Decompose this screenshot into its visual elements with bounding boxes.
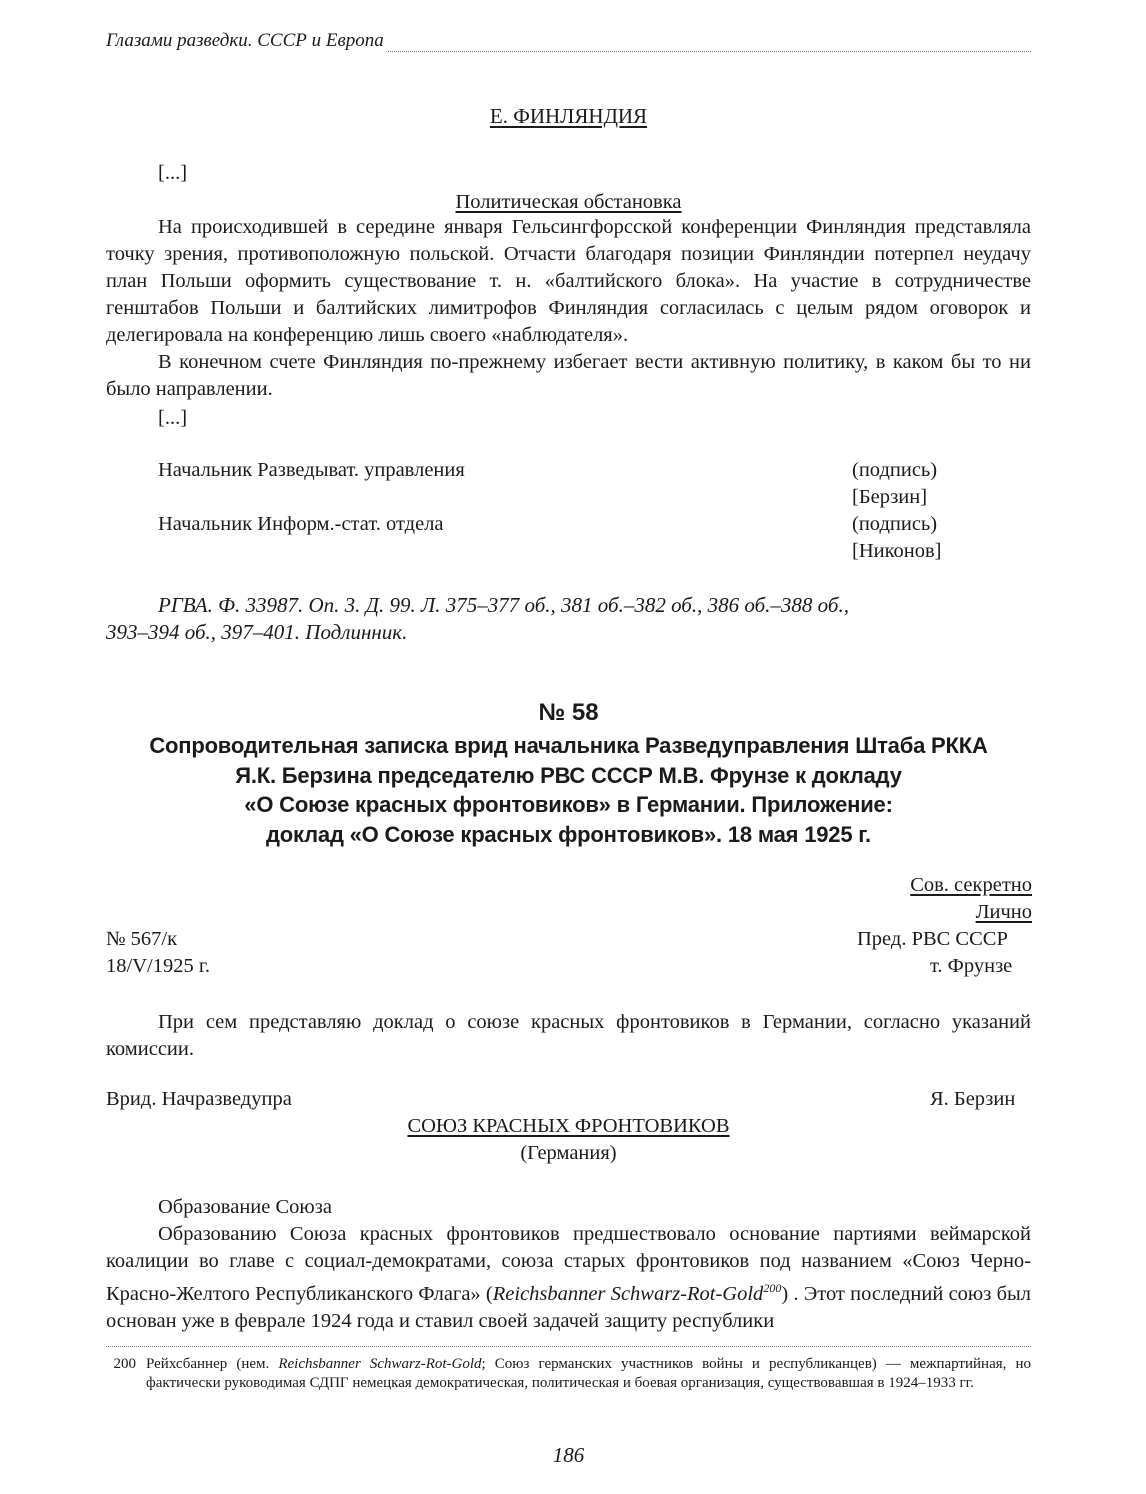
footnote-text-italic: Reichsbanner Schwarz-Rot-Gold <box>278 1356 482 1372</box>
section-title <box>106 103 1031 130</box>
signature-mark-2: (подпись) <box>852 513 938 535</box>
archive-ref-line-1: РГВА. Ф. 33987. Оп. 3. Д. 99. Л. 375–377 об., 381 об.–382 об., 386 об.–388 об., <box>158 593 849 617</box>
signature-name-1: [Берзин] <box>852 486 928 508</box>
section-subtitle-text: Политическая обстановка <box>455 191 682 213</box>
footnote-number: 200 <box>113 1356 136 1372</box>
signature-mark-1: (подпись) <box>852 459 938 481</box>
classification-personal-row <box>976 899 1032 926</box>
page-number: 186 <box>552 1443 585 1467</box>
addressee-line-1: Пред. РВС СССР <box>857 928 1008 950</box>
header-leader-dots <box>388 37 1031 52</box>
paragraph-1: На происходившей в середине января Гельсингфорсской конференции Финляндия представляла точку зрения, противоположную польской. Отчасти благодаря позиции Финляндии потерпел неудачу план Польши оформить существование т. н. «балтийского блока». На участие в сотрудничестве генштабов Польши и балтийских лимитрофов Финляндия согласилась с целым рядом оговорок и делегировала на конференцию лишь своего «наблюдателя». <box>106 216 1031 346</box>
footnote-text-a: Рейхсбаннер (нем. <box>146 1356 279 1372</box>
signature-row-1 <box>158 457 958 484</box>
footnote-separator <box>106 1346 1031 1347</box>
signature-row-3 <box>158 511 958 538</box>
report-title <box>106 1113 1031 1140</box>
report-paragraph-text-b: ) . Этот последний союз был основан уже в феврале 1924 года и ставил своей задачей защиту республики <box>106 1282 1032 1332</box>
cover-note-body: При сем представляю доклад о союзе красных фронтовиков в Германии, согласно указаний комиссии. <box>106 1011 1031 1060</box>
paragraph-2: В конечном счете Финляндия по-прежнему избегает вести активную политику, в каком бы то ни было направлении. <box>106 351 1031 400</box>
running-header-title: Глазами разведки. СССР и Европа <box>106 30 384 51</box>
footnote-ref[interactable]: 200 <box>763 1281 782 1295</box>
sender-title: Врид. Начразведупра <box>106 1088 292 1110</box>
document-title-line-3: «О Союзе красных фронтовиков» в Германии. Приложение: <box>244 792 893 817</box>
footnote-text-b: ; Союз германских участников войны и республиканцев) — межпартийная, но фактически руководимая СДПГ немецкая демократическая, политическая и боевая организация, существовавшая в 1924–1933 гг. <box>146 1356 1031 1391</box>
running-header <box>106 30 1031 52</box>
document-title-line-2: Я.К. Берзина председателю РВС СССР М.В. Фрунзе к докладу <box>235 762 902 788</box>
sender-name: Я. Берзин <box>930 1088 1016 1110</box>
addressee-line-2: т. Фрунзе <box>930 955 1013 977</box>
classification-secret: Сов. секретно <box>910 874 1032 896</box>
ellipsis-top: [...] <box>158 162 188 184</box>
report-section-heading: Образование Союза <box>158 1196 332 1218</box>
signature-row-4 <box>158 538 958 565</box>
signature-row-2 <box>158 484 958 511</box>
report-title-text: СОЮЗ КРАСНЫХ ФРОНТОВИКОВ <box>407 1115 730 1137</box>
archive-ref-line-2: 393–394 об., 397–401. Подлинник. <box>106 620 408 644</box>
report-paragraph-text-a: Образованию Союза красных фронтовиков предшествовало основание партиями веймарской коалиции во главе с социал-демократами, союза старых фронтовиков под названием «Союз Черно-Красно-Желтого Республиканского Флага» ( <box>106 1223 1031 1305</box>
section-title-text: Е. ФИНЛЯНДИЯ <box>489 104 648 128</box>
signature-name-2: [Никонов] <box>852 540 942 562</box>
classification-personal: Лично <box>975 901 1032 923</box>
document-date: 18/V/1925 г. <box>106 955 211 977</box>
document-title <box>90 731 1047 849</box>
document-number: № 58 <box>538 699 599 726</box>
report-paragraph <box>106 1221 1031 1335</box>
ellipsis-bottom: [...] <box>158 407 188 429</box>
classification <box>910 872 1032 899</box>
report-paragraph-italic: Reichsbanner Schwarz-Rot-Gold <box>492 1282 764 1305</box>
document-title-line-4: доклад «О Союзе красных фронтовиков». 18 мая 1925 г. <box>266 821 871 847</box>
signature-title-1: Начальник Разведыват. управления <box>158 459 465 481</box>
document-title-line-1: Сопроводительная записка врид начальника Разведуправления Штаба РККА <box>149 733 988 758</box>
footnote-text <box>146 1355 1031 1393</box>
signature-title-2: Начальник Информ.-стат. отдела <box>158 513 444 535</box>
report-subtitle: (Германия) <box>520 1142 617 1164</box>
outgoing-number: № 567/к <box>106 928 178 950</box>
section-subtitle <box>106 189 1031 216</box>
